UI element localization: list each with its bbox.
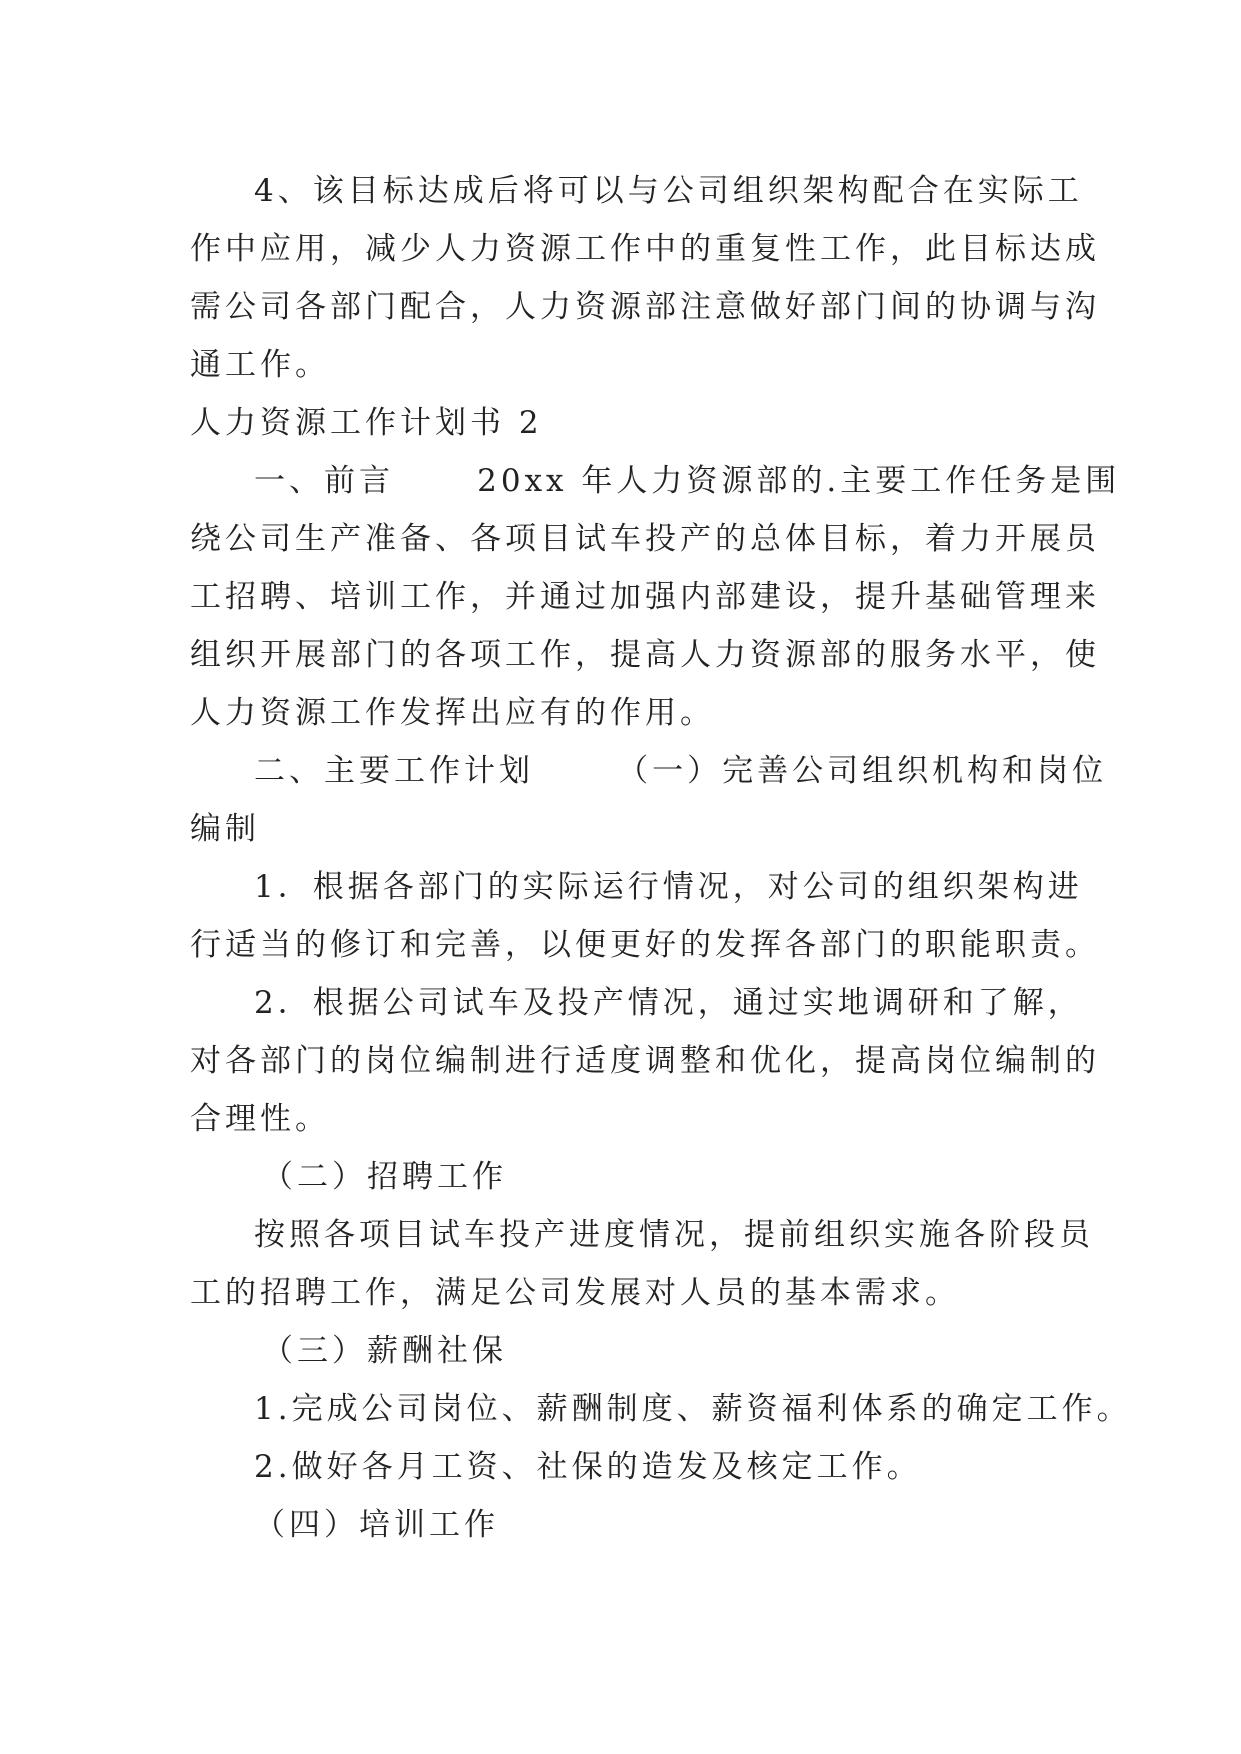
paragraph-recruitment-line-1: 按照各项目试车投产进度情况，提前组织实施各阶段员 [254,1217,1094,1253]
heading-compensation: （三）薪酬社保 [262,1333,507,1369]
heading-recruitment: （二）招聘工作 [262,1159,507,1195]
paragraph-preface-line-3: 工招聘、培训工作，并通过加强内部建设，提升基础管理来 [190,579,1100,615]
paragraph-preface-line-4: 组织开展部门的各项工作，提高人力资源部的服务水平，使 [190,637,1100,673]
paragraph-goal-4-line-2: 作中应用，减少人力资源工作中的重复性工作，此目标达成 [190,231,1100,267]
paragraph-preface-line-1: 一、前言 20xx 年人力资源部的.主要工作任务是围 [254,463,1121,499]
paragraph-preface-line-5: 人力资源工作发挥出应有的作用。 [190,695,715,731]
paragraph-item-1-line-1: 1．根据各部门的实际运行情况，对公司的组织架构进 [254,869,1083,905]
paragraph-item-1-line-2: 行适当的修订和完善，以便更好的发挥各部门的职能职责。 [190,927,1100,963]
heading-main-plan-line-2: 编制 [190,811,260,847]
paragraph-item-2-line-3: 合理性。 [190,1101,330,1137]
heading-main-plan-line-1: 二、主要工作计划 （一）完善公司组织机构和岗位 [254,753,1108,789]
paragraph-item-2-line-2: 对各部门的岗位编制进行适度调整和优化，提高岗位编制的 [190,1043,1100,1079]
paragraph-goal-4-line-4: 通工作。 [190,347,330,383]
paragraph-recruitment-line-2: 工的招聘工作，满足公司发展对人员的基本需求。 [190,1275,960,1311]
document-body [190,162,1132,1554]
heading-training: （四）培训工作 [254,1507,499,1543]
paragraph-goal-4-line-1: 4、该目标达成后将可以与公司组织架构配合在实际工 [254,173,1083,209]
paragraph-compensation-item-2: 2.做好各月工资、社保的造发及核定工作。 [254,1449,922,1485]
section-title-plan-2: 人力资源工作计划书 2 [190,405,543,441]
paragraph-item-2-line-1: 2．根据公司试车及投产情况，通过实地调研和了解， [254,985,1083,1021]
paragraph-compensation-item-1: 1.完成公司岗位、薪酬制度、薪资福利体系的确定工作。 [254,1391,1132,1427]
paragraph-goal-4-line-3: 需公司各部门配合，人力资源部注意做好部门间的协调与沟 [190,289,1100,325]
paragraph-preface-line-2: 绕公司生产准备、各项目试车投产的总体目标，着力开展员 [190,521,1100,557]
